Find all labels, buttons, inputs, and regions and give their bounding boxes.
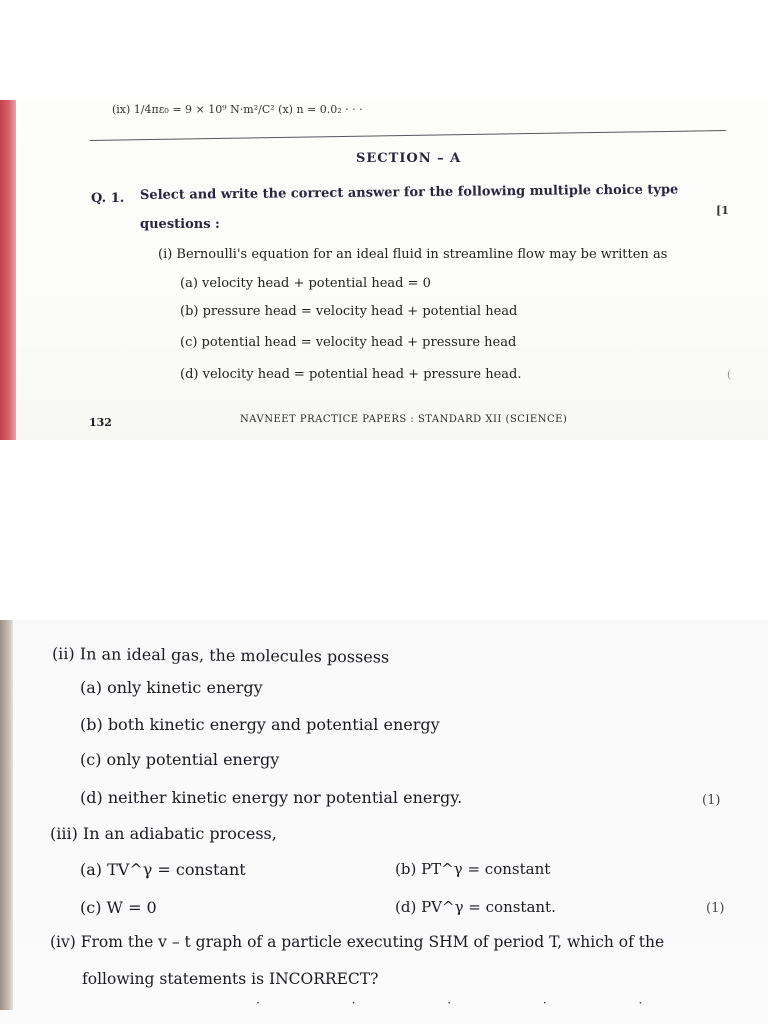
previous-constants-line: (ix) 1/4πε₀ = 9 × 10⁹ N·m²/C² (x) n = 0.0₂ · · · [112, 103, 363, 116]
q3-option-c: (c) W = 0 [80, 898, 157, 917]
book-binding-edge [0, 100, 16, 440]
sub-question-iv-line2: following statements is INCORRECT? [82, 970, 379, 988]
sub-question-iii: (iii) In an adiabatic process, [50, 824, 277, 843]
cut-off-marks: · · · · · [256, 996, 687, 1010]
bottom-page-photo [0, 620, 768, 1024]
section-title: SECTION – A [356, 151, 462, 166]
page-edge [0, 620, 13, 1010]
q3-option-d: (d) PV^γ = constant. [395, 898, 556, 916]
q3-option-b: (b) PT^γ = constant [395, 860, 551, 878]
option-b: (b) pressure head = velocity head + potential head [180, 304, 518, 319]
horizontal-rule [90, 130, 726, 141]
page-footer: NAVNEET PRACTICE PAPERS : STANDARD XII (SCIENCE) [240, 414, 568, 425]
page-number: 132 [89, 416, 112, 429]
marks-paren-cut: ( [727, 368, 732, 381]
option-c: (c) potential head = velocity head + pressure head [180, 335, 517, 350]
q3-option-a: (a) TV^γ = constant [80, 860, 246, 879]
option-a: (a) velocity head + potential head = 0 [180, 276, 431, 291]
sub-question-ii: (ii) In an ideal gas, the molecules possess [51, 644, 390, 667]
question-number: Q. 1. [91, 191, 125, 206]
q2-option-c: (c) only potential energy [80, 750, 280, 769]
q3-marks: (1) [706, 901, 725, 916]
sub-question-i: (i) Bernoulli's equation for an ideal fluid in streamline flow may be written as [158, 247, 668, 262]
q2-option-b: (b) both kinetic energy and potential energy [80, 715, 440, 734]
q2-option-a: (a) only kinetic energy [80, 678, 263, 697]
q2-option-d: (d) neither kinetic energy nor potential energy. [80, 788, 463, 807]
top-page-photo [0, 100, 768, 440]
sub-question-iv-line1: (iv) From the v – t graph of a particle executing SHM of period T, which of the [50, 933, 665, 951]
option-d: (d) velocity head = potential head + pressure head. [180, 367, 522, 382]
question-instruction-line1: Select and write the correct answer for the following multiple choice type [139, 182, 679, 203]
q2-marks: (1) [702, 793, 721, 808]
marks-label-cut: [1 [716, 204, 729, 217]
question-instruction-line2: questions : [140, 217, 220, 232]
